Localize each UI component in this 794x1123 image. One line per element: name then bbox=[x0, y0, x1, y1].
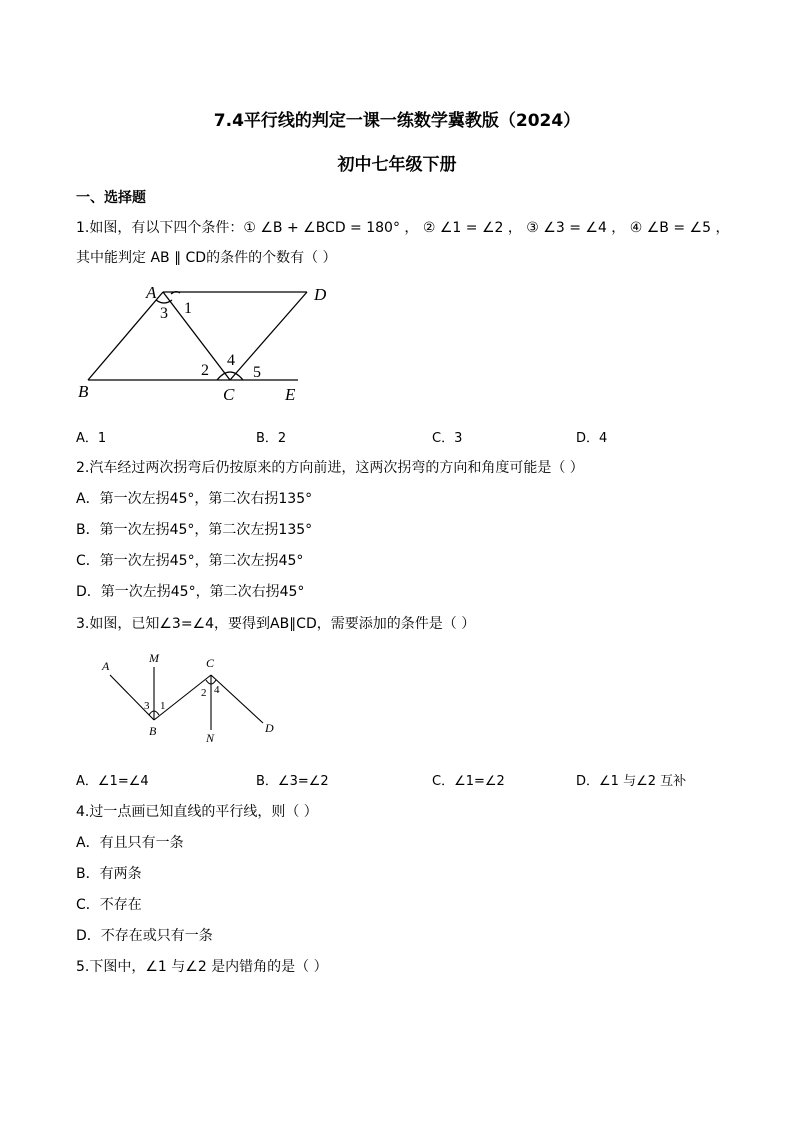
q2-stem: 2.汽车经过两次拐弯后仍按原来的方向前进，这两次拐弯的方向和角度可能是（ ） bbox=[76, 460, 584, 476]
label-5: 5 bbox=[253, 364, 261, 381]
q3-option-a: A．∠1=∠4 bbox=[76, 774, 149, 789]
q3-stem: 3.如图，已知∠3=∠4，要得到AB∥CD，需要添加的条件是（ ） bbox=[76, 616, 476, 632]
angle-arc-c bbox=[217, 372, 243, 380]
page-subtitle: 初中七年级下册 bbox=[337, 155, 457, 175]
label-1: 1 bbox=[160, 700, 166, 712]
label-m: M bbox=[149, 651, 159, 665]
label-2: 2 bbox=[201, 687, 207, 699]
label-c: C bbox=[206, 656, 215, 670]
label-3: 3 bbox=[144, 700, 150, 712]
line-ab bbox=[88, 292, 163, 380]
label-d: D bbox=[265, 721, 274, 735]
label-b: B bbox=[78, 382, 89, 401]
label-a: A bbox=[146, 283, 157, 302]
label-3: 3 bbox=[160, 305, 168, 322]
line-cd bbox=[211, 675, 263, 723]
q2-option-b: B．第一次左拐45°，第二次左拐135° bbox=[76, 522, 313, 538]
label-2: 2 bbox=[201, 362, 209, 379]
q2-option-d: D．第一次左拐45°，第二次右拐45° bbox=[76, 584, 305, 600]
label-a: A bbox=[102, 659, 110, 673]
line-ac bbox=[163, 292, 230, 380]
label-c: C bbox=[223, 385, 235, 404]
q4-option-a: A．有且只有一条 bbox=[76, 835, 184, 851]
label-b: B bbox=[149, 724, 157, 738]
label-d: D bbox=[314, 285, 327, 304]
q1-figure bbox=[70, 280, 327, 405]
q4-option-b: B．有两条 bbox=[76, 866, 142, 882]
q1-option-b: B．2 bbox=[256, 431, 287, 446]
q3-option-d: D．∠1 与∠2 互补 bbox=[576, 774, 687, 789]
q1-option-a: A．1 bbox=[76, 431, 107, 446]
q1-stem-line1: 1.如图，有以下四个条件：① ∠B + ∠BCD = 180° ， ② ∠1 = ∠2 ， ③ ∠3 = ∠4 ， ④ ∠B = ∠5 ， bbox=[76, 220, 730, 236]
q1-stem-line2: 其中能判定 AB ∥ CD的条件的个数有（ ） bbox=[76, 250, 337, 266]
q1-option-d: D．4 bbox=[576, 431, 608, 446]
label-e: E bbox=[285, 385, 296, 404]
line-dc bbox=[230, 292, 307, 380]
label-n: N bbox=[206, 731, 215, 745]
page-title: 7.4平行线的判定一课一练数学冀教版（2024） bbox=[213, 111, 581, 131]
label-4: 4 bbox=[227, 352, 235, 369]
label-4: 4 bbox=[214, 684, 220, 696]
section-heading: 一、选择题 bbox=[76, 190, 146, 206]
q4-stem: 4.过一点画已知直线的平行线，则（ ） bbox=[76, 804, 318, 820]
q3-option-c: C．∠1=∠2 bbox=[432, 774, 505, 789]
line-ab bbox=[110, 675, 154, 720]
label-1: 1 bbox=[184, 300, 192, 317]
q2-option-c: C．第一次左拐45°，第二次左拐45° bbox=[76, 553, 304, 569]
q2-option-a: A．第一次左拐45°，第二次右拐135° bbox=[76, 491, 313, 507]
q4-option-d: D．不存在或只有一条 bbox=[76, 928, 213, 944]
q1-option-c: C．3 bbox=[432, 431, 463, 446]
q4-option-c: C．不存在 bbox=[76, 897, 142, 913]
q3-option-b: B．∠3=∠2 bbox=[256, 774, 329, 789]
q5-stem: 5.下图中，∠1 与∠2 是内错角的是（ ） bbox=[76, 959, 328, 975]
q3-figure bbox=[95, 645, 295, 750]
